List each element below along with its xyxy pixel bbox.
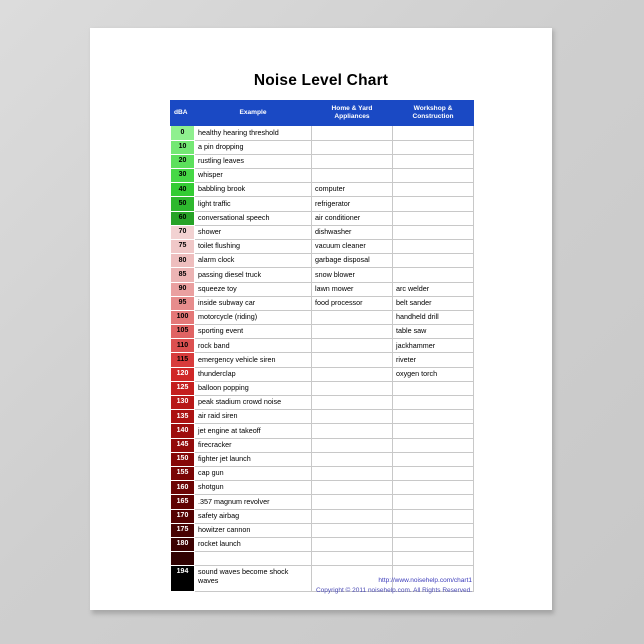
table-header [171, 101, 474, 126]
footer-copyright: Copyright © 2011 noisehelp.com. All Rights Reserved. [315, 586, 472, 594]
table-row [171, 310, 474, 324]
cell-home-appliance [312, 367, 393, 381]
cell-dba: 95 [171, 296, 195, 310]
table-row [171, 452, 474, 466]
column-header-example: Example [195, 101, 312, 126]
table-row [171, 481, 474, 495]
cell-dba: 75 [171, 239, 195, 253]
cell-example: balloon popping [195, 381, 312, 395]
cell-example: conversational speech [195, 211, 312, 225]
cell-example: cap gun [195, 466, 312, 480]
cell-example: shotgun [195, 481, 312, 495]
page-title: Noise Level Chart [253, 72, 389, 89]
table-header-row [171, 101, 474, 126]
cell-workshop [393, 523, 474, 537]
cell-home-appliance [312, 523, 393, 537]
cell-home-appliance [312, 310, 393, 324]
cell-dba: 85 [171, 268, 195, 282]
cell-dba: 70 [171, 225, 195, 239]
cell-dba [171, 552, 195, 566]
cell-dba: 120 [171, 367, 195, 381]
cell-example [195, 552, 312, 566]
cell-dba: 170 [171, 509, 195, 523]
cell-home-appliance [312, 353, 393, 367]
cell-home-appliance [312, 410, 393, 424]
cell-workshop [393, 140, 474, 154]
cell-home-appliance: dishwasher [312, 225, 393, 239]
table-row [171, 339, 474, 353]
cell-home-appliance [312, 140, 393, 154]
cell-home-appliance [312, 339, 393, 353]
cell-example: firecracker [195, 438, 312, 452]
cell-home-appliance [312, 495, 393, 509]
cell-workshop: handheld drill [393, 310, 474, 324]
cell-dba: 150 [171, 452, 195, 466]
cell-home-appliance: air conditioner [312, 211, 393, 225]
table-row [171, 211, 474, 225]
table-row [171, 509, 474, 523]
table-row [171, 381, 474, 395]
cell-workshop [393, 552, 474, 566]
cell-example: jet engine at takeoff [195, 424, 312, 438]
cell-example: whisper [195, 169, 312, 183]
cell-workshop [393, 481, 474, 495]
table-row [171, 183, 474, 197]
cell-workshop [393, 183, 474, 197]
cell-dba: 165 [171, 495, 195, 509]
cell-example: shower [195, 225, 312, 239]
cell-home-appliance [312, 481, 393, 495]
cell-example: howitzer cannon [195, 523, 312, 537]
cell-dba: 10 [171, 140, 195, 154]
cell-workshop [393, 509, 474, 523]
cell-workshop: table saw [393, 325, 474, 339]
cell-example: a pin dropping [195, 140, 312, 154]
cell-home-appliance [312, 438, 393, 452]
cell-dba: 90 [171, 282, 195, 296]
cell-workshop [393, 466, 474, 480]
cell-dba: 60 [171, 211, 195, 225]
cell-home-appliance [312, 452, 393, 466]
table-row [171, 367, 474, 381]
table-row [171, 523, 474, 537]
cell-workshop [393, 225, 474, 239]
cell-example: .357 magnum revolver [195, 495, 312, 509]
table-row [171, 154, 474, 168]
cell-dba: 20 [171, 154, 195, 168]
cell-example: emergency vehicle siren [195, 353, 312, 367]
table-row [171, 325, 474, 339]
cell-home-appliance [312, 537, 393, 551]
cell-workshop [393, 197, 474, 211]
cell-dba: 180 [171, 537, 195, 551]
noise-level-table-wrapper [170, 100, 473, 592]
poster [90, 28, 552, 610]
table-row [171, 495, 474, 509]
column-header-home: Home & Yard Appliances [312, 101, 393, 126]
table-row [171, 268, 474, 282]
cell-workshop: jackhammer [393, 339, 474, 353]
table-row [171, 225, 474, 239]
table-row [171, 254, 474, 268]
cell-dba: 110 [171, 339, 195, 353]
cell-example: babbling brook [195, 183, 312, 197]
cell-dba: 50 [171, 197, 195, 211]
cell-example: motorcycle (riding) [195, 310, 312, 324]
cell-home-appliance: snow blower [312, 268, 393, 282]
cell-home-appliance [312, 126, 393, 140]
noise-level-table [170, 100, 474, 592]
table-row [171, 410, 474, 424]
cell-example: sporting event [195, 325, 312, 339]
table-row [171, 353, 474, 367]
cell-dba: 80 [171, 254, 195, 268]
cell-example: healthy hearing threshold [195, 126, 312, 140]
table-row [171, 466, 474, 480]
cell-example: passing diesel truck [195, 268, 312, 282]
table-row [171, 296, 474, 310]
cell-workshop: belt sander [393, 296, 474, 310]
cell-dba: 105 [171, 325, 195, 339]
cell-dba: 135 [171, 410, 195, 424]
cell-workshop [393, 452, 474, 466]
cell-workshop [393, 126, 474, 140]
cell-workshop [393, 410, 474, 424]
cell-example: thunderclap [195, 367, 312, 381]
cell-workshop: arc welder [393, 282, 474, 296]
cell-example: light traffic [195, 197, 312, 211]
cell-home-appliance [312, 552, 393, 566]
column-header-dba: dBA [171, 101, 195, 126]
cell-dba: 125 [171, 381, 195, 395]
cell-dba: 100 [171, 310, 195, 324]
cell-home-appliance [312, 169, 393, 183]
cell-dba: 194 [171, 566, 195, 592]
cell-dba: 30 [171, 169, 195, 183]
cell-dba: 160 [171, 481, 195, 495]
cell-workshop [393, 495, 474, 509]
cell-dba: 155 [171, 466, 195, 480]
table-row [171, 282, 474, 296]
cell-workshop [393, 211, 474, 225]
table-row [171, 552, 474, 566]
cell-workshop [393, 268, 474, 282]
cell-workshop [393, 537, 474, 551]
cell-workshop [393, 381, 474, 395]
cell-home-appliance [312, 154, 393, 168]
column-header-shop: Workshop & Construction [393, 101, 474, 126]
table-row [171, 396, 474, 410]
cell-home-appliance: food processor [312, 296, 393, 310]
table-row [171, 169, 474, 183]
cell-workshop [393, 396, 474, 410]
cell-dba: 145 [171, 438, 195, 452]
cell-home-appliance [312, 396, 393, 410]
cell-example: rustling leaves [195, 154, 312, 168]
poster-footer [90, 576, 552, 596]
cell-example: rock band [195, 339, 312, 353]
cell-example: sound waves become shock waves [195, 566, 312, 592]
footer-url[interactable]: http://www.noisehelp.com/chart1 [378, 577, 472, 584]
table-row [171, 197, 474, 211]
cell-workshop [393, 424, 474, 438]
cell-example: alarm clock [195, 254, 312, 268]
table-row [171, 140, 474, 154]
cell-workshop [393, 239, 474, 253]
cell-workshop [393, 169, 474, 183]
cell-home-appliance: lawn mower [312, 282, 393, 296]
cell-example: safety airbag [195, 509, 312, 523]
cell-home-appliance: computer [312, 183, 393, 197]
cell-home-appliance [312, 424, 393, 438]
cell-dba: 115 [171, 353, 195, 367]
cell-home-appliance [312, 509, 393, 523]
cell-dba: 130 [171, 396, 195, 410]
cell-workshop [393, 438, 474, 452]
cell-workshop: riveter [393, 353, 474, 367]
cell-home-appliance [312, 466, 393, 480]
cell-example: air raid siren [195, 410, 312, 424]
table-body [171, 126, 474, 592]
cell-example: squeeze toy [195, 282, 312, 296]
table-row [171, 239, 474, 253]
cell-example: inside subway car [195, 296, 312, 310]
cell-workshop [393, 254, 474, 268]
cell-example: toilet flushing [195, 239, 312, 253]
cell-example: fighter jet launch [195, 452, 312, 466]
cell-workshop: oxygen torch [393, 367, 474, 381]
table-row [171, 424, 474, 438]
cell-home-appliance: vacuum cleaner [312, 239, 393, 253]
cell-dba: 0 [171, 126, 195, 140]
cell-home-appliance: garbage disposal [312, 254, 393, 268]
cell-home-appliance [312, 325, 393, 339]
cell-example: peak stadium crowd noise [195, 396, 312, 410]
cell-example: rocket launch [195, 537, 312, 551]
table-row [171, 126, 474, 140]
table-row [171, 537, 474, 551]
cell-dba: 140 [171, 424, 195, 438]
cell-dba: 175 [171, 523, 195, 537]
table-row [171, 438, 474, 452]
cell-home-appliance: refrigerator [312, 197, 393, 211]
cell-home-appliance [312, 381, 393, 395]
poster-content [90, 28, 552, 610]
cell-workshop [393, 154, 474, 168]
cell-dba: 40 [171, 183, 195, 197]
